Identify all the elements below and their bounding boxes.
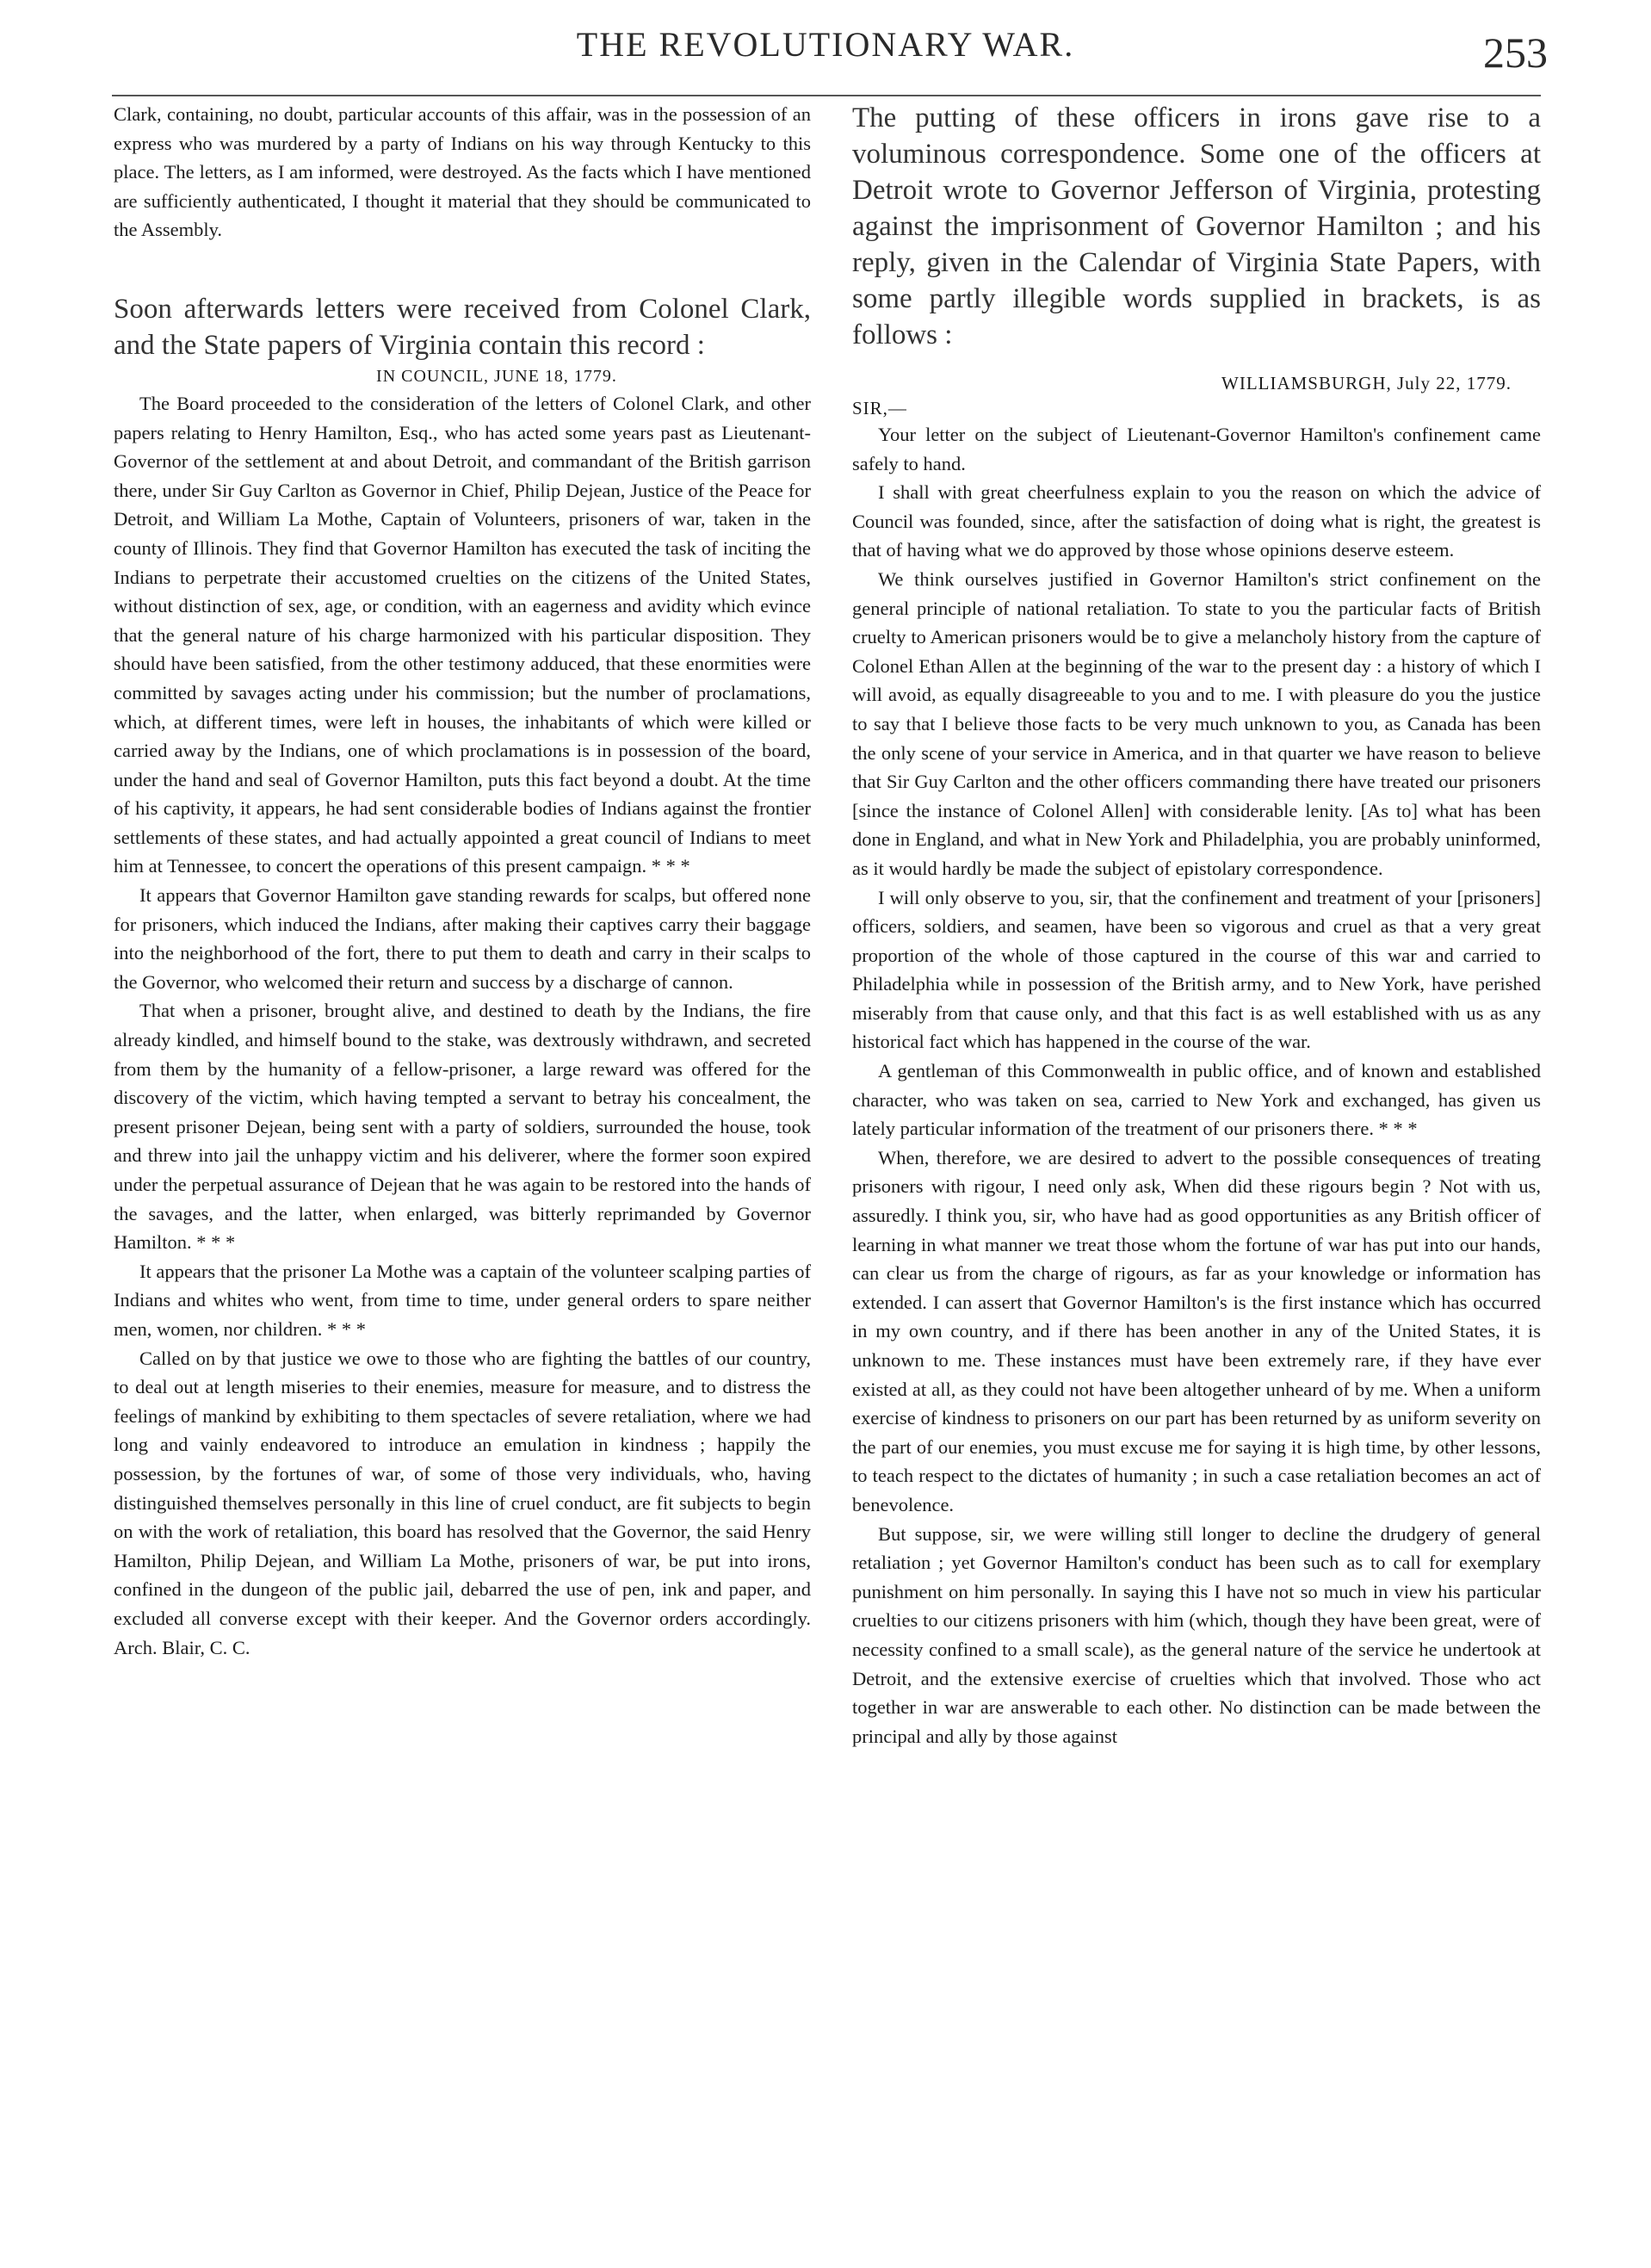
- letter-excerpt-paragraph: Clark, containing, no doubt, particular accounts of this affair, was in the possession of an express who was murdered by a party of Indians on his way through Kentucky to this place. The letters, as I am informed, were destroyed. As the facts which I have mentioned are sufficiently authenticated, I thought it material that they should be communicated to the Assembly.: [114, 103, 811, 241]
- council-paragraph: Called on by that justice we owe to those who are fighting the battles of our country, to deal out at length miseries to their enemies, measure for measure, and to distress the feelings of mankind by exhibiting to them spectacles of severe retaliation, where we had long and vainly endeavored to introduce an emulation in kindness ; happily the possession, by the fortunes of war, of some of those very individuals, who, having distinguished themselves personally in this line of cruel conduct, are fit subjects to begin on with the work of retaliation, this board has resolved that the Governor, the said Henry Hamilton, Philip Dejean, and William La Mothe, prisoners of war, be put into irons, confined in the dungeon of the public jail, debarred the use of pen, ink and paper, and excluded all converse except with their keeper. And the Governor orders accordingly. Arch. Blair, C. C.: [114, 1347, 811, 1658]
- narrative-paragraph: Soon afterwards letters were received from Colonel Clark, and the State papers of Virginia contain this record :: [114, 293, 811, 361]
- left-column: [114, 100, 811, 1662]
- council-paragraph: It appears that the prisoner La Mothe was a captain of the volunteer scalping parties of Indians and whites who went, from time to time, under general orders to spare neither men, women, nor children. * * *: [114, 1260, 811, 1340]
- spacer: [114, 245, 811, 291]
- letter-paragraph: I shall with great cheerfulness explain to you the reason on which the advice of Council was founded, since, after the satisfaction of doing what is right, the greatest is that of having what we do approved by those whose opinions deserve esteem.: [852, 481, 1541, 561]
- letter-paragraph: When, therefore, we are desired to advert to the possible consequences of treating prisoners with rigour, I need only ask, When did these rigours begin ? Not with us, assuredly. I think you, sir, who have had as good opportunities as any British officer of learning in what manner we treat those whom the fortune of war has put into our hands, can clear us from the charge of rigours, as far as your knowledge or information has extended. I can assert that Governor Hamilton's is the first instance which has occurred in my own country, and if there has been another in any of the United States, it is unknown to me. These instances must have been extremely rare, if they have ever existed at all, as they could not have been altogether unheard of by me. When a uniform exercise of kindness to prisoners on our part has been returned by as uniform severity on the part of our enemies, you must excuse me for saying it is high time, by other lessons, to teach respect to the dictates of humanity ; in such a case retaliation becomes an act of benevolence.: [852, 1146, 1541, 1515]
- letter-dateline: WILLIAMSBURGH, July 22, 1779.: [1221, 373, 1512, 393]
- right-column: [852, 100, 1541, 1751]
- spacer: [852, 353, 1541, 370]
- running-title: THE REVOLUTIONARY WAR.: [576, 25, 1075, 64]
- letter-paragraph: But suppose, sir, we were willing still longer to decline the drudgery of general retaliation ; yet Governor Hamilton's conduct has been such as to call for exemplary punishment on him personally. In saying this I have not so much in view his particular cruelties to our citizens prisoners with him (which, though they have been great, were of necessity confined to a small scale), as the general nature of the service he undertook at Detroit, and the extensive exercise of cruelties which that involved. Those who act together in war are answerable to each other. No distinction can be made between the principal and ally by those against: [852, 1522, 1541, 1747]
- running-head: [0, 24, 1651, 84]
- letter-paragraph: I will only observe to you, sir, that the confinement and treatment of your [prisoners] officers, soldiers, and seamen, have been so vigorous and cruel as that a very great proportion of the whole of those captured in the course of this war and carried to Philadelphia while in possession of the British army, and to New York, have perished miserably from that cause only, and that this fact is as well established with us as any historical fact which has happened in the course of the war.: [852, 886, 1541, 1053]
- council-paragraph: The Board proceeded to the consideration of the letters of Colonel Clark, and other papers relating to Henry Hamilton, Esq., who has acted some years past as Lieutenant-Governor of the settlement at and about Detroit, and commandant of the British garrison there, under Sir Guy Carlton as Governor in Chief, Philip Dejean, Justice of the Peace for Detroit, and William La Mothe, Captain of Volunteers, prisoners of war, taken in the county of Illinois. They find that Governor Hamilton has executed the task of inciting the Indians to perpetrate their accustomed cruelties on the citizens of the United States, without distinction of sex, age, or condition, with an eagerness and avidity which evince that the general nature of his charge harmonized with his particular disposition. They should have been satisfied, from the other testimony adduced, that these enormities were committed by savages acting under his commission; but the number of proclamations, which, at different times, were left in houses, the inhabitants of which were killed or carried away by the Indians, one of which proclamations is in possession of the board, under the hand and seal of Governor Hamilton, puts this fact beyond a doubt. At the time of his captivity, it appears, he had sent considerable bodies of Indians against the frontier settlements of these states, and had actually appointed a great council of Indians to meet him at Tennessee, to concert the operations of this present campaign. * * *: [114, 392, 811, 877]
- page-number: 253: [1483, 28, 1548, 77]
- letter-salutation: SIR,—: [852, 398, 907, 418]
- narrative-paragraph: The putting of these officers in irons gave rise to a voluminous correspondence. Some one of the officers at Detroit wrote to Governor Jefferson of Virginia, protesting against the imprisonment of Governor Hamilton ; and his reply, given in the Calendar of Virginia State Papers, with some partly illegible words supplied in brackets, is as follows :: [852, 102, 1541, 350]
- letter-paragraph: We think ourselves justified in Governor Hamilton's strict confinement on the general principle of national retaliation. To state to you the particular facts of British cruelty to American prisoners would be to give a melancholy history from the capture of Colonel Ethan Allen at the beginning of the war to the present day : a history of which I will avoid, as equally disagreeable to you and to me. I with pleasure do you the justice to say that I believe those facts to be very much unknown to you, as Canada has been the only scene of your service in America, and in that quarter we have reason to believe that Sir Guy Carlton and the other officers commanding there have treated our prisoners [since the instance of Colonel Allen] with considerable lenity. [As to] what has been done in England, and what in New York and Philadelphia, you are probably uninformed, as it would hardly be made the subject of epistolary correspondence.: [852, 567, 1541, 879]
- header-rule: [112, 95, 1541, 96]
- council-paragraph: That when a prisoner, brought alive, and destined to death by the Indians, the fire already kindled, and himself bound to the stake, was dextrously withdrawn, and secreted from them by the humanity of a fellow-prisoner, a large reward was offered for the discovery of the victim, which having tempted a servant to betray his concealment, the present prisoner Dejean, being sent with a party of soldiers, surrounded the house, took and threw into jail the unhappy victim and his deliverer, where the former soon expired under the perpetual assurance of Dejean that he was again to be restored into the hands of the savages, and the latter, when enlarged, was bitterly reprimanded by Governor Hamilton. * * *: [114, 1000, 811, 1254]
- letter-paragraph: A gentleman of this Commonwealth in public office, and of known and established character, who was taken on sea, carried to New York and exchanged, has given us lately particular information of the treatment of our prisoners there. * * *: [852, 1060, 1541, 1140]
- council-paragraph: It appears that Governor Hamilton gave standing rewards for scalps, but offered none for prisoners, which induced the Indians, after making their captives carry their baggage into the neighborhood of the fort, there to put them to death and carry in their scalps to the Governor, who welcomed their return and success by a discharge of cannon.: [114, 884, 811, 993]
- letter-paragraph: Your letter on the subject of Lieutenant-Governor Hamilton's confinement came safely to hand.: [852, 424, 1541, 474]
- council-heading: IN COUNCIL, JUNE 18, 1779.: [376, 366, 617, 386]
